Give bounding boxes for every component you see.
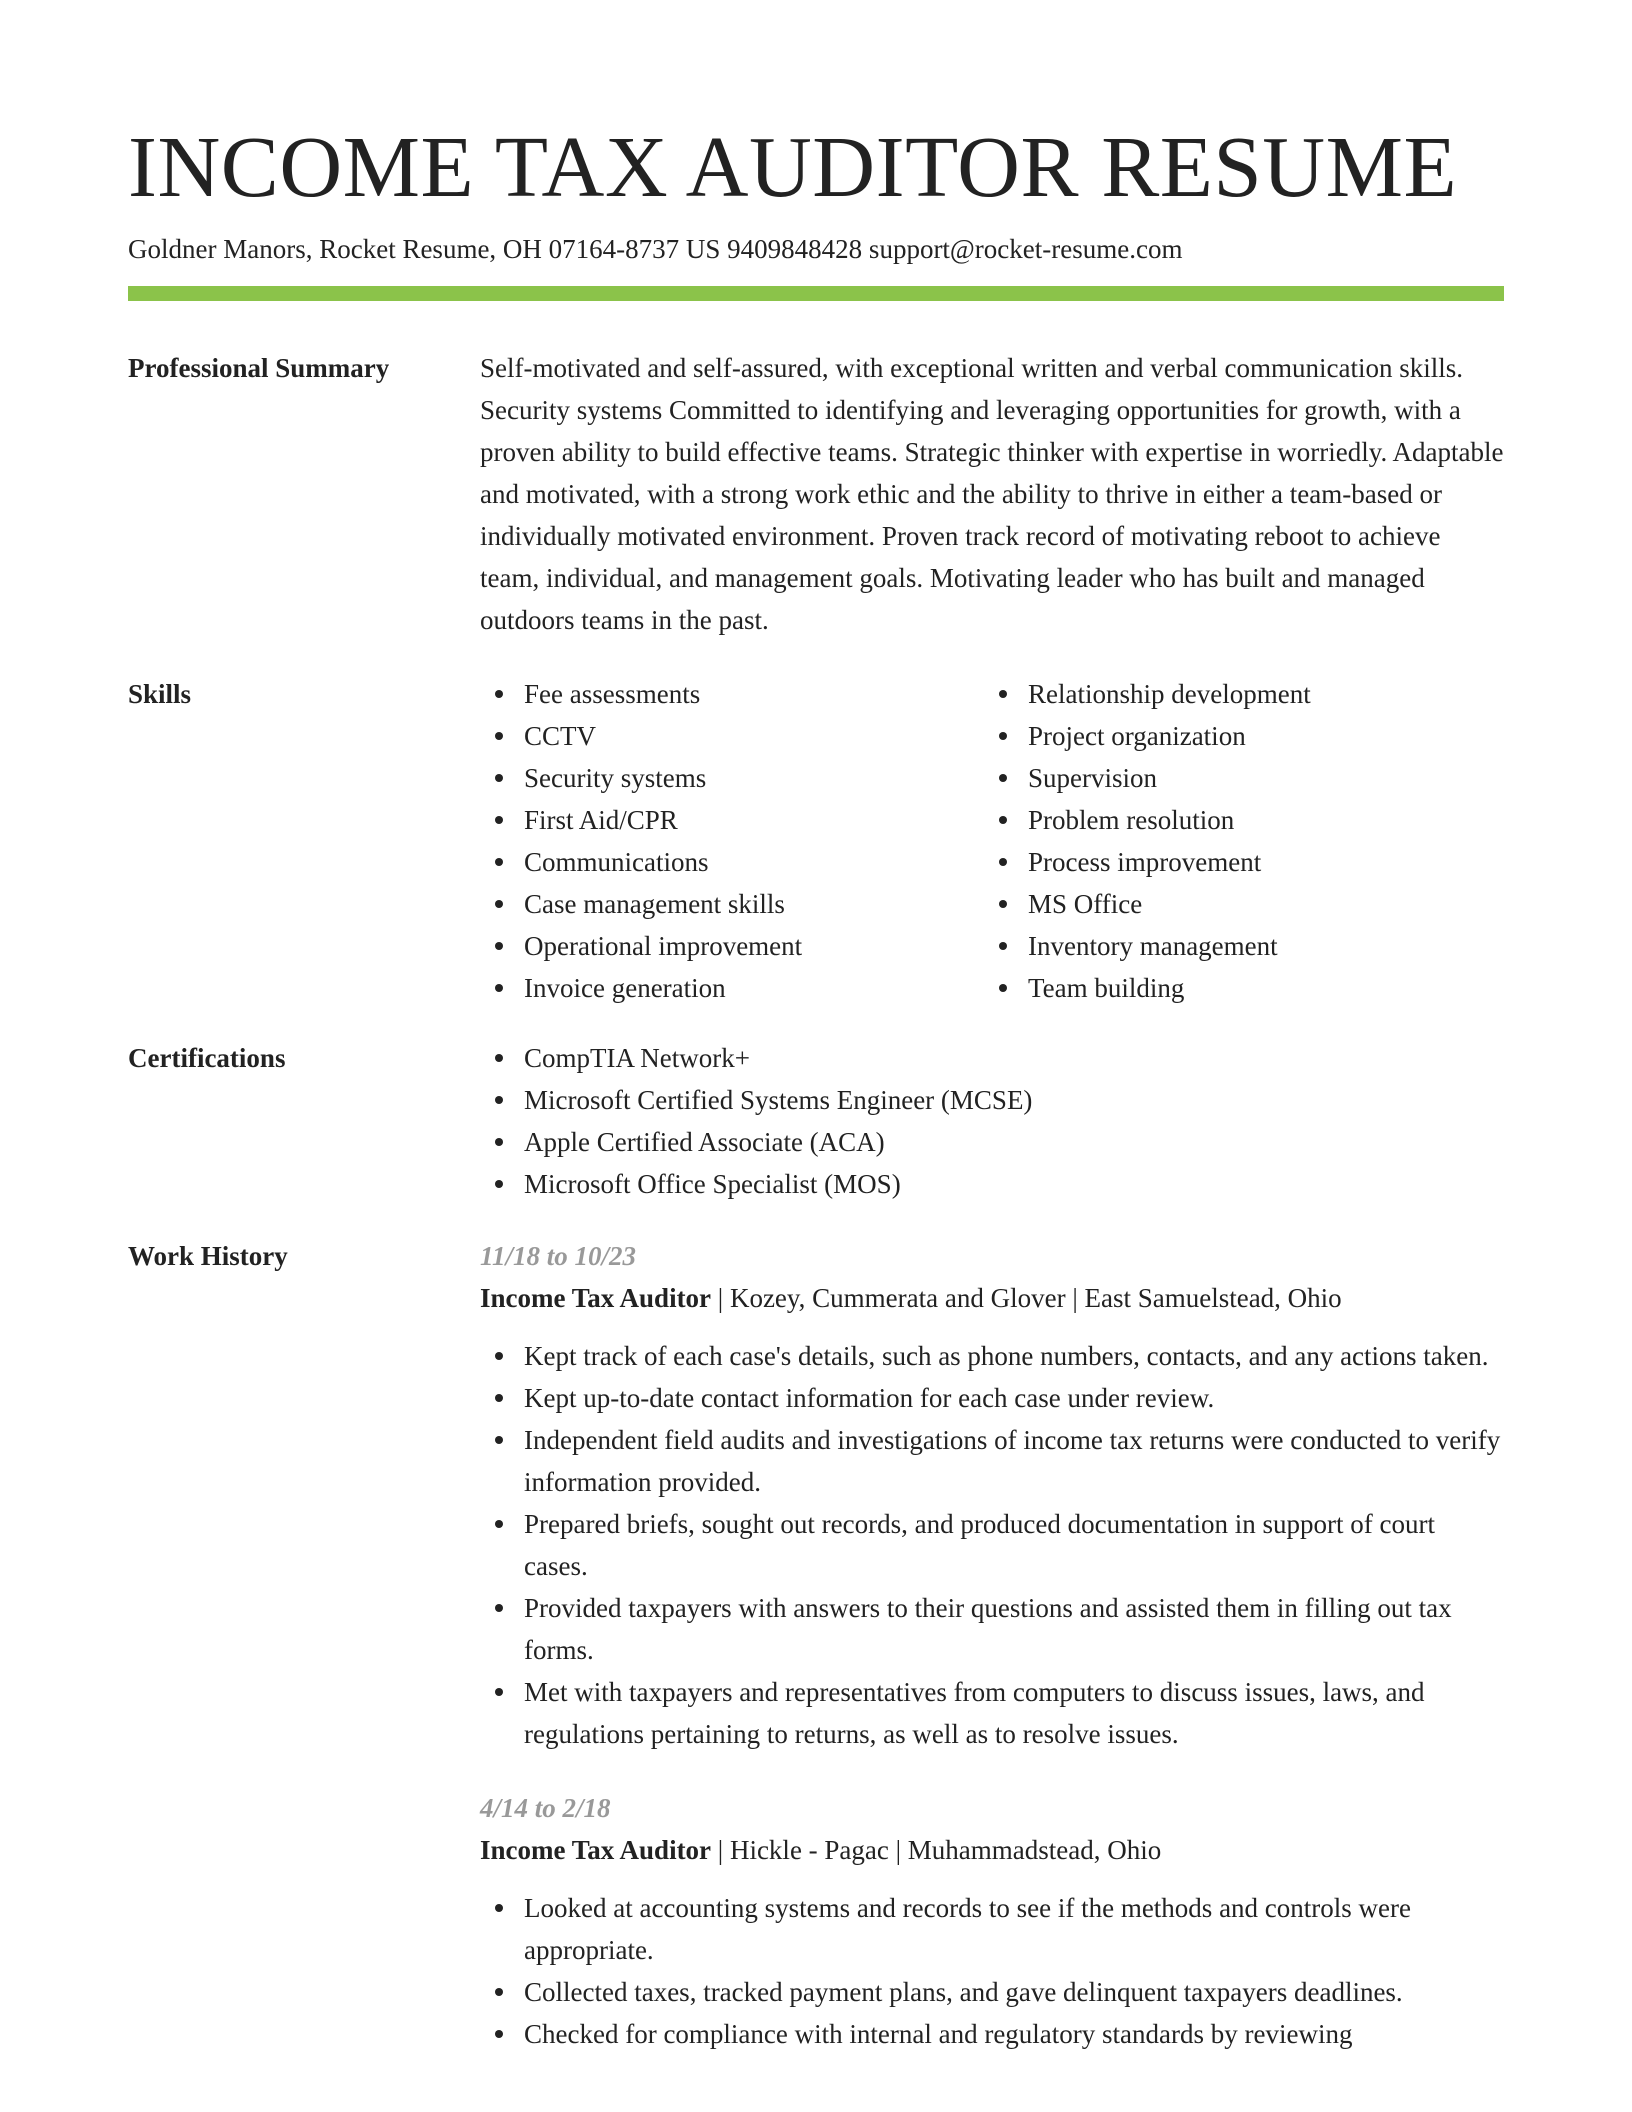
- list-item: MS Office: [984, 883, 1488, 925]
- list-item: Met with taxpayers and representatives from computers to discuss issues, laws, and regulations pertaining to returns, as well as to resolve issues.: [480, 1671, 1504, 1755]
- list-item: Prepared briefs, sought out records, and produced documentation in support of court cases.: [480, 1503, 1504, 1587]
- contact-line: Goldner Manors, Rocket Resume, OH 07164-8737 US 9409848428 support@rocket-resume.com: [128, 234, 1183, 264]
- resume-title: INCOME TAX AUDITOR RESUME: [128, 118, 1458, 215]
- certifications-list: [480, 1037, 1504, 1205]
- work-history-body: [480, 1235, 1504, 2055]
- certifications-heading: Certifications: [128, 1043, 286, 1073]
- job-dates: 4/14 to 2/18: [480, 1793, 611, 1823]
- list-item: Kept track of each case's details, such as phone numbers, contacts, and any actions taken.: [480, 1335, 1504, 1377]
- job-details: | Kozey, Cummerata and Glover | East Samuelstead, Ohio: [711, 1283, 1342, 1313]
- list-item: Kept up-to-date contact information for each case under review.: [480, 1377, 1504, 1419]
- skills-columns: [480, 673, 1504, 1009]
- list-item: Security systems: [480, 757, 984, 799]
- job-entry: [480, 1235, 1504, 1755]
- list-item: Inventory management: [984, 925, 1488, 967]
- skills-list-right: [984, 673, 1488, 1009]
- list-item: Collected taxes, tracked payment plans, and gave delinquent taxpayers deadlines.: [480, 1971, 1504, 2013]
- list-item: First Aid/CPR: [480, 799, 984, 841]
- skills-heading: Skills: [128, 679, 192, 709]
- list-item: Fee assessments: [480, 673, 984, 715]
- list-item: Supervision: [984, 757, 1488, 799]
- list-item: Checked for compliance with internal and regulatory standards by reviewing: [480, 2013, 1504, 2055]
- list-item: Team building: [984, 967, 1488, 1009]
- list-item: Provided taxpayers with answers to their questions and assisted them in filling out tax forms.: [480, 1587, 1504, 1671]
- job-details: | Hickle - Pagac | Muhammadstead, Ohio: [711, 1835, 1162, 1865]
- list-item: CCTV: [480, 715, 984, 757]
- list-item: Microsoft Certified Systems Engineer (MCSE): [480, 1079, 1504, 1121]
- header-divider: [128, 286, 1504, 301]
- job-title-line: [480, 1829, 1504, 1871]
- job-dates: 11/18 to 10/23: [480, 1241, 637, 1271]
- list-item: Microsoft Office Specialist (MOS): [480, 1163, 1504, 1205]
- list-item: CompTIA Network+: [480, 1037, 1504, 1079]
- job-title-line: [480, 1277, 1504, 1319]
- list-item: Apple Certified Associate (ACA): [480, 1121, 1504, 1163]
- summary-text: Self-motivated and self-assured, with exceptional written and verbal communication skills. Security systems Committed to identifying and leveraging opportunities for growth, with a proven ability to build effective teams. Strategic thinker with expertise in worriedly. Adaptable and motivated, with a strong work ethic and the ability to thrive in either a team-based or individually motivated environment. Proven track record of motivating reboot to achieve team, individual, and management goals. Motivating leader who has built and managed outdoors teams in the past.: [480, 353, 1504, 635]
- certifications-body: [480, 1037, 1504, 1205]
- summary-heading: Professional Summary: [128, 353, 390, 383]
- list-item: Problem resolution: [984, 799, 1488, 841]
- skills-list-left: [480, 673, 984, 1009]
- list-item: Case management skills: [480, 883, 984, 925]
- list-item: Independent field audits and investigations of income tax returns were conducted to verify information provided.: [480, 1419, 1504, 1503]
- job-role: Income Tax Auditor: [480, 1835, 712, 1865]
- list-item: Operational improvement: [480, 925, 984, 967]
- list-item: Process improvement: [984, 841, 1488, 883]
- list-item: Looked at accounting systems and records to see if the methods and controls were appropriate.: [480, 1887, 1504, 1971]
- list-item: Project organization: [984, 715, 1488, 757]
- job-bullets: [480, 1887, 1504, 2055]
- job-bullets: [480, 1335, 1504, 1755]
- list-item: Communications: [480, 841, 984, 883]
- work-history-heading: Work History: [128, 1241, 288, 1271]
- list-item: Relationship development: [984, 673, 1488, 715]
- job-entry: [480, 1787, 1504, 2055]
- list-item: Invoice generation: [480, 967, 984, 1009]
- job-role: Income Tax Auditor: [480, 1283, 712, 1313]
